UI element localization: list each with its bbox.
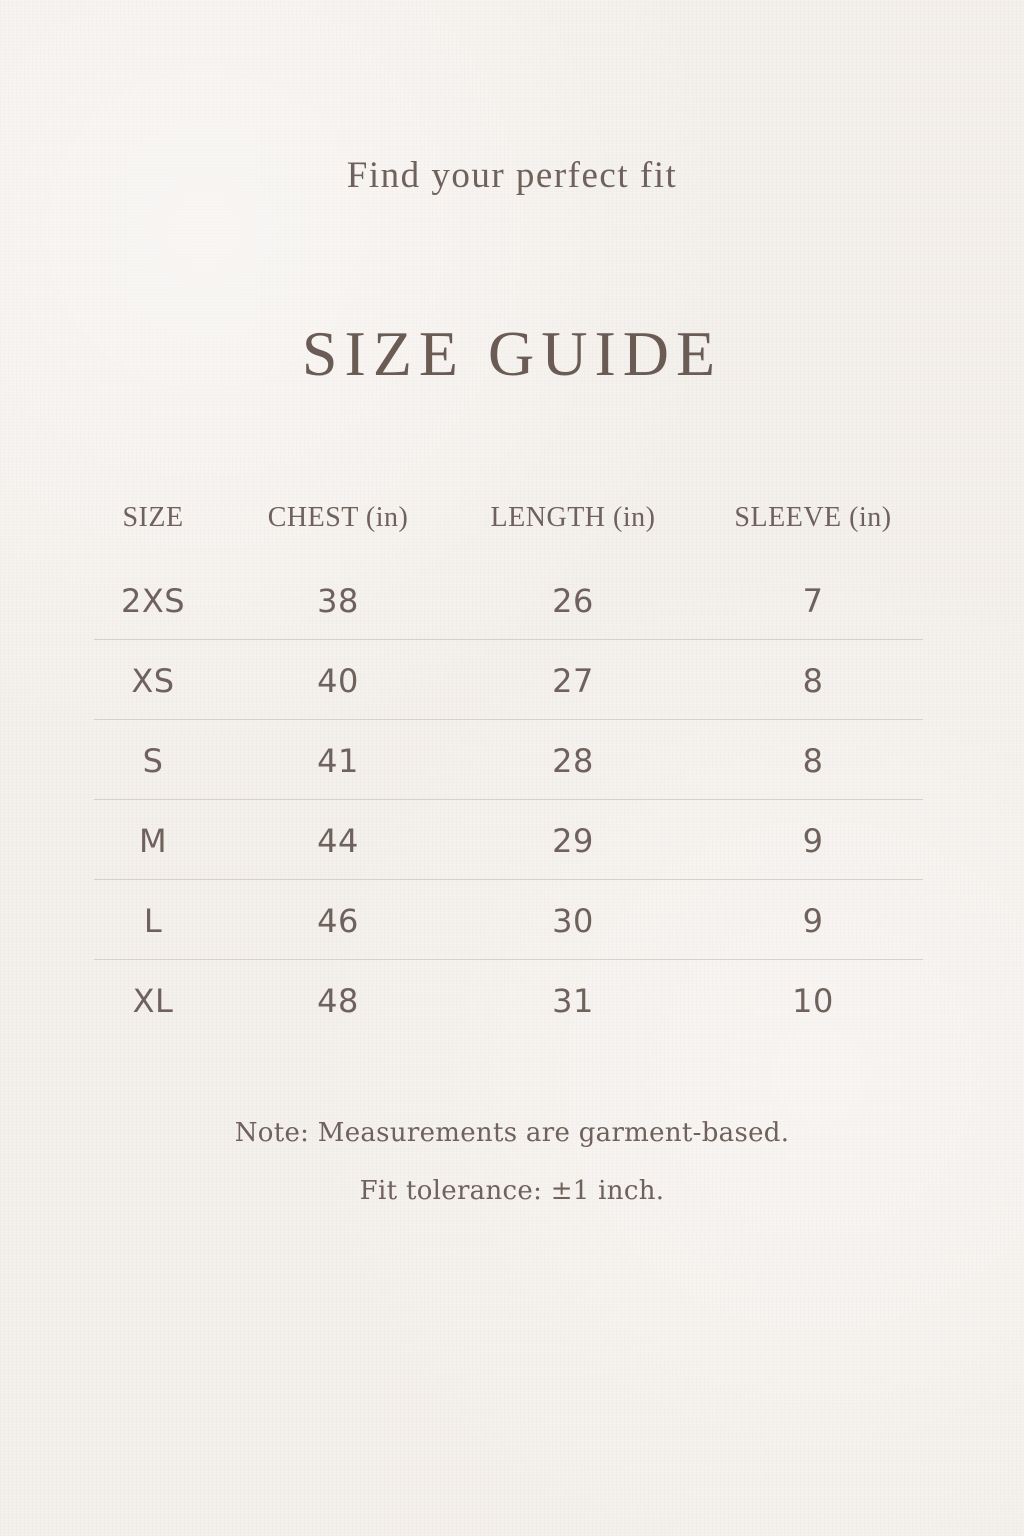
table-row: [94, 640, 923, 720]
size-table: [94, 496, 923, 1040]
table-row: [94, 800, 923, 880]
length-cell: 31: [552, 982, 594, 1020]
sleeve-cell: 8: [802, 662, 824, 700]
size-cell: 2XS: [120, 582, 186, 620]
column-header-size: SIZE: [122, 502, 184, 533]
length-cell: 29: [552, 822, 594, 860]
chest-cell: 40: [317, 662, 359, 700]
size-cell: S: [142, 742, 164, 780]
length-cell: 30: [552, 902, 594, 940]
sleeve-cell: 9: [802, 902, 824, 940]
note-measurements: Note: Measurements are garment-based.: [234, 1118, 790, 1148]
table-row: [94, 720, 923, 800]
sleeve-cell: 8: [802, 742, 824, 780]
table-row: [94, 560, 923, 640]
column-header-sleeve: SLEEVE (in): [734, 502, 892, 533]
chest-cell: 44: [317, 822, 359, 860]
length-cell: 27: [552, 662, 594, 700]
size-cell: L: [143, 902, 163, 940]
chest-cell: 41: [317, 742, 359, 780]
chest-cell: 48: [317, 982, 359, 1020]
table-row: [94, 880, 923, 960]
sleeve-cell: 10: [792, 982, 834, 1020]
note-fit-tolerance: Fit tolerance: ±1 inch.: [359, 1176, 665, 1206]
table-row: [94, 960, 923, 1040]
subtitle: Find your perfect fit: [346, 155, 678, 196]
chest-cell: 38: [317, 582, 359, 620]
size-cell: XS: [131, 662, 175, 700]
sleeve-cell: 7: [802, 582, 824, 620]
length-cell: 28: [552, 742, 594, 780]
column-header-length: LENGTH (in): [490, 502, 656, 533]
table-header-row: [94, 496, 923, 560]
size-cell: M: [138, 822, 168, 860]
column-header-chest: CHEST (in): [267, 502, 409, 533]
size-cell: XL: [132, 982, 174, 1020]
length-cell: 26: [552, 582, 594, 620]
sleeve-cell: 9: [802, 822, 824, 860]
chest-cell: 46: [317, 902, 359, 940]
page-title: SIZE GUIDE: [301, 318, 723, 389]
